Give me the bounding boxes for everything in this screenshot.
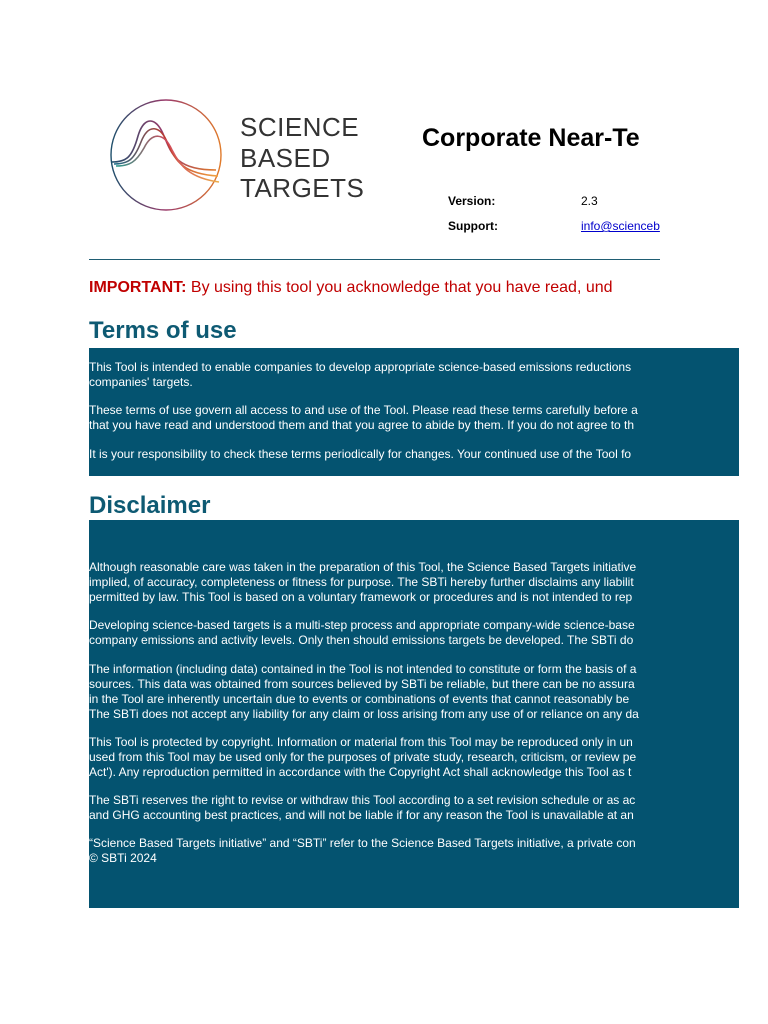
text-line: Although reasonable care was taken in the preparation of this Tool, the Science Based Targets initiative [89, 560, 637, 574]
important-text: By using this tool you acknowledge that you have read, und [186, 279, 613, 296]
terms-paragraph-2 [89, 403, 638, 433]
logo-text-based: BASED [240, 143, 331, 173]
disclaimer-paragraph-5 [89, 793, 635, 823]
terms-heading: Terms of use [89, 317, 237, 344]
text-line: company emissions and activity levels. Only then should emissions targets be developed. The SBTi do [89, 633, 634, 647]
text-line: It is your responsibility to check these terms periodically for changes. Your continued use of the Tool fo [89, 447, 632, 461]
text-line: Developing science-based targets is a multi-step process and appropriate company-wide science-base [89, 618, 635, 632]
page-title: Corporate Near-Te [422, 124, 640, 152]
text-line: © SBTi 2024 [89, 851, 157, 865]
terms-panel [89, 348, 739, 476]
disclaimer-paragraph-2 [89, 618, 635, 648]
text-line: The SBTi does not accept any liability for any claim or loss arising from any use of or reliance on any da [89, 707, 639, 721]
support-label: Support: [448, 219, 498, 233]
disclaimer-heading: Disclaimer [89, 492, 211, 519]
text-line: These terms of use govern all access to and use of the Tool. Please read these terms carefully before a [89, 403, 638, 417]
version-label: Version: [448, 194, 496, 208]
text-line: implied, of accuracy, completeness or fitness for purpose. The SBTi hereby further disclaims any liabilit [89, 575, 634, 589]
text-line: The SBTi reserves the right to revise or withdraw this Tool according to a set revision schedule or as ac [89, 793, 636, 807]
disclaimer-paragraph-6 [89, 836, 636, 866]
text-line: permitted by law. This Tool is based on a voluntary framework or procedures and is not intended to rep [89, 590, 633, 604]
disclaimer-paragraph-1 [89, 560, 636, 605]
text-line: used from this Tool may be used only for the purposes of private study, research, criticism, or review pe [89, 750, 637, 764]
text-line: in the Tool are inherently uncertain due to events or combinations of events that cannot reasonably be [89, 692, 630, 706]
text-line: and GHG accounting best practices, and will not be liable if for any reason the Tool is unavailable at an [89, 808, 634, 822]
text-line: that you have read and understood them and that you agree to abide by them. If you do not agree to th [89, 418, 635, 432]
important-lead: IMPORTANT: [89, 279, 187, 296]
text-line: sources. This data was obtained from sources believed by SBTi be reliable, but there can be no assura [89, 677, 635, 691]
disclaimer-paragraph-3 [89, 662, 639, 722]
logo-text-science: SCIENCE [240, 112, 360, 142]
text-line: “Science Based Targets initiative” and “SBTi” refer to the Science Based Targets initiative, a private con [89, 836, 636, 850]
text-line: companies' targets. [89, 375, 193, 389]
support-email-link[interactable]: info@scienceb [581, 219, 660, 233]
disclaimer-paragraph-4 [89, 735, 636, 780]
version-value: 2.3 [581, 194, 598, 208]
terms-paragraph-3 [89, 447, 631, 462]
text-line: The information (including data) contained in the Tool is not intended to constitute or form the basis of a [89, 662, 637, 676]
important-notice [89, 279, 660, 297]
text-line: This Tool is protected by copyright. Information or material from this Tool may be reproduced only in un [89, 735, 633, 749]
disclaimer-panel [89, 520, 739, 908]
terms-paragraph-1 [89, 360, 631, 390]
text-line: Act'). Any reproduction permitted in accordance with the Copyright Act shall acknowledge this Tool as t [89, 765, 632, 779]
logo-text-targets: TARGETS [240, 173, 365, 203]
header-divider [89, 259, 660, 260]
sbti-wave-logo-icon [106, 96, 226, 214]
text-line: This Tool is intended to enable companies to develop appropriate science-based emissions reductions [89, 360, 632, 374]
